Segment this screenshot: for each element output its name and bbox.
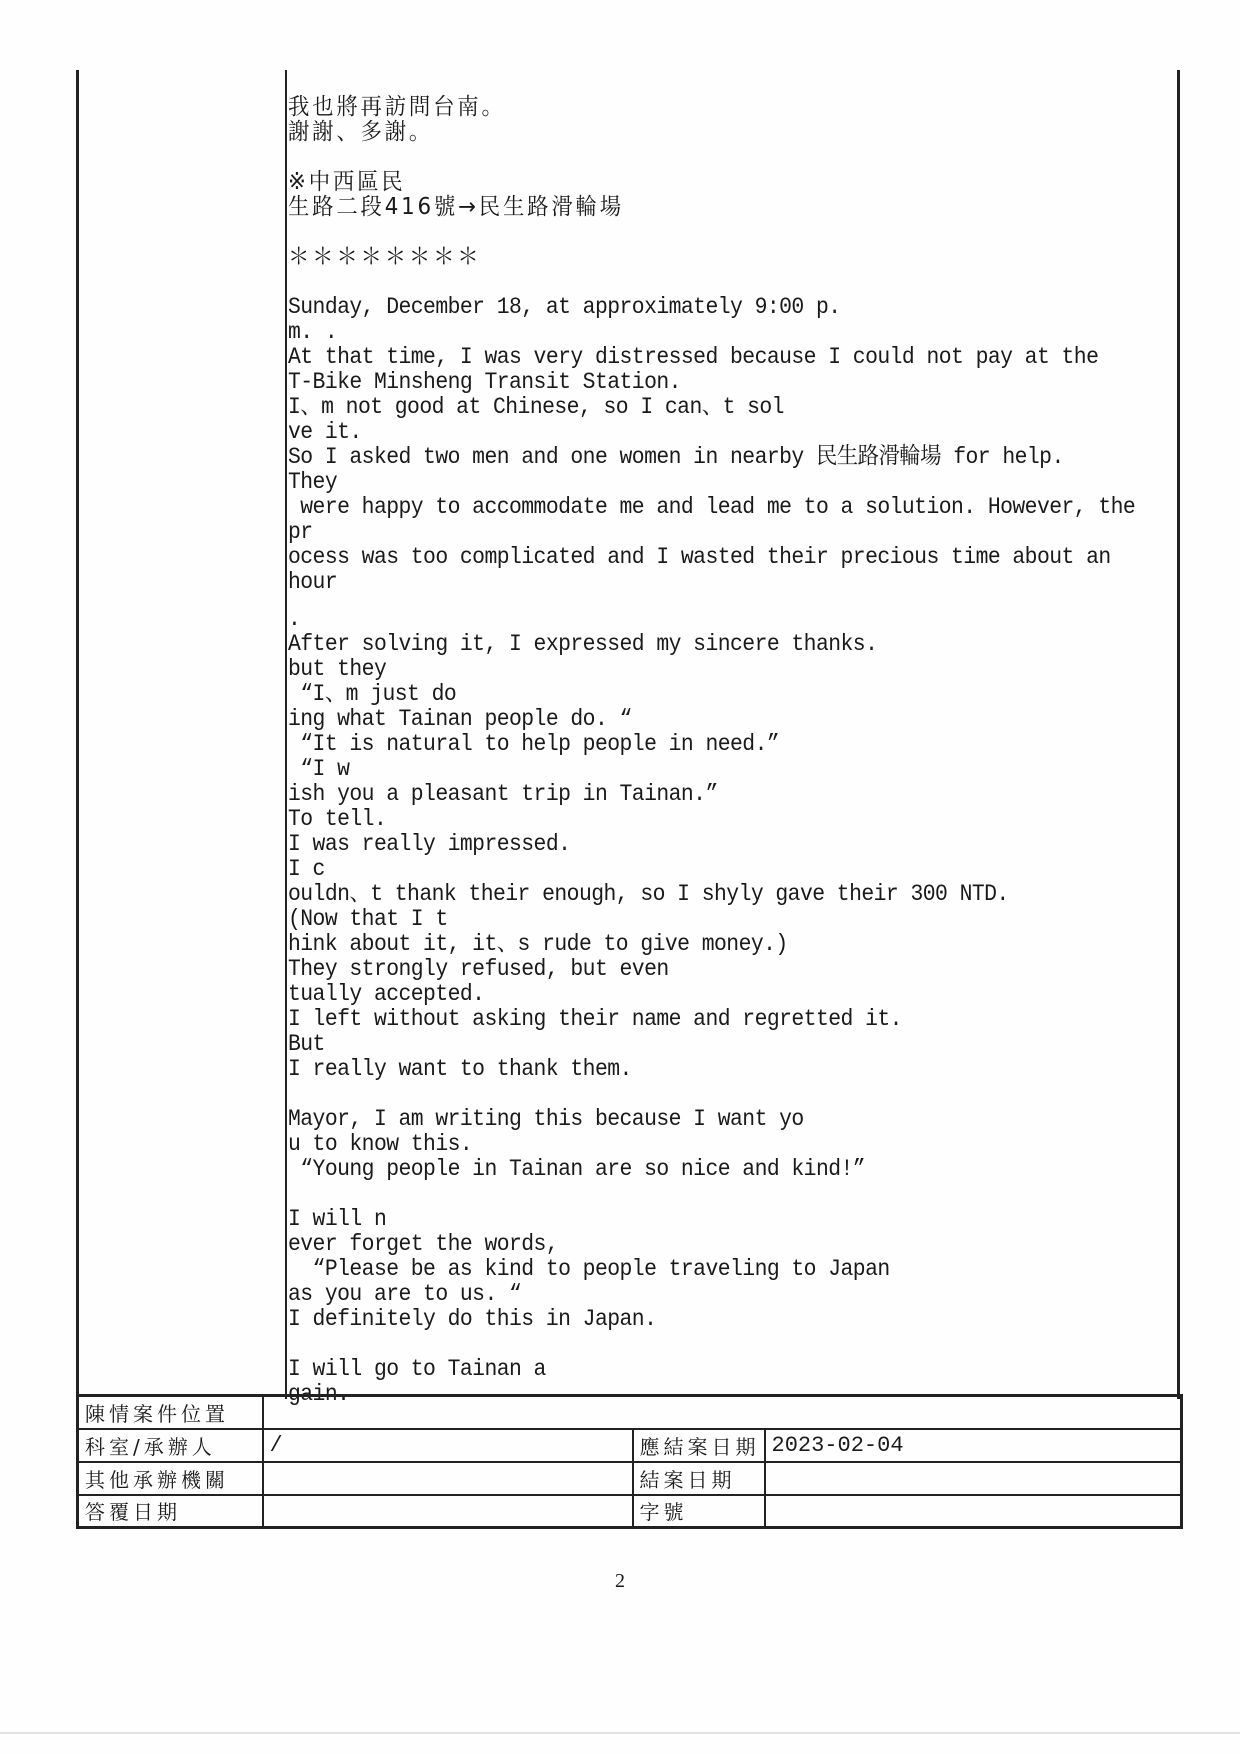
text-line: After solving it, I expressed my sincere thanks.	[288, 631, 878, 657]
text-line: “Please be as kind to people traveling to Japan	[288, 1256, 890, 1282]
text-line: ocess was too complicated and I wasted their precious time about an	[288, 544, 1111, 570]
text-line: (Now that I t	[288, 906, 448, 932]
text-line: I will go to Tainan a	[288, 1356, 546, 1382]
blank-line	[288, 220, 1106, 245]
text-line: m. .	[288, 319, 338, 345]
blank-line	[288, 1182, 1106, 1207]
text-line: T-Bike Minsheng Transit Station.	[288, 369, 681, 395]
case-location-label: 陳情案件位置	[78, 1396, 263, 1429]
text-line: At that time, I was very distressed because I could not pay at the	[288, 344, 1099, 370]
column-divider	[285, 70, 287, 1399]
text-line: So I asked two men and one women in nearby 民生路滑輪場 for help.	[288, 444, 1064, 470]
petition-body-text	[288, 94, 1136, 1407]
text-line: They	[288, 469, 338, 495]
text-line: hink about it, it、s rude to give money.)	[288, 931, 788, 957]
table-row	[78, 1462, 1182, 1495]
text-line: “It is natural to help people in need.”	[288, 731, 780, 757]
text-line: ※中西區民	[288, 169, 406, 195]
closed-date-value	[765, 1462, 1182, 1495]
text-line: were happy to accommodate me and lead me to a solution. However, the	[288, 494, 1136, 520]
text-line: 謝謝、多謝。	[288, 119, 434, 145]
text-line: ve it.	[288, 419, 362, 445]
text-line: But	[288, 1031, 325, 1057]
text-line: ever forget the words,	[288, 1231, 559, 1257]
text-line: I、m not good at Chinese, so I can、t sol	[288, 394, 784, 420]
text-line: They strongly refused, but even	[288, 956, 669, 982]
text-line: tually accepted.	[288, 981, 485, 1007]
text-line: I c	[288, 856, 325, 882]
blank-line	[288, 595, 1106, 607]
closed-date-label: 結案日期	[633, 1462, 765, 1495]
due-date-value: 2023-02-04	[765, 1429, 1182, 1462]
text-line: I was really impressed.	[288, 831, 571, 857]
reply-date-value	[263, 1495, 633, 1528]
text-line: Sunday, December 18, at approximately 9:00 p.	[288, 294, 841, 320]
table-row	[78, 1396, 1182, 1429]
reference-no-value	[765, 1495, 1182, 1528]
text-line: I definitely do this in Japan.	[288, 1306, 657, 1332]
text-line: I really want to thank them.	[288, 1056, 632, 1082]
blank-line	[288, 1082, 1106, 1107]
reply-date-label: 答覆日期	[78, 1495, 263, 1528]
other-agency-label: 其他承辦機關	[78, 1462, 263, 1495]
text-line: pr	[288, 519, 313, 545]
scan-edge-line	[0, 1732, 1240, 1734]
blank-line	[288, 270, 1106, 295]
due-date-label: 應結案日期	[633, 1429, 765, 1462]
text-line: I left without asking their name and regretted it.	[288, 1006, 902, 1032]
text-line: .	[288, 606, 301, 632]
reference-no-label: 字號	[633, 1495, 765, 1528]
text-line: gain.	[288, 1381, 350, 1407]
text-line: as you are to us. “	[288, 1281, 522, 1307]
text-line: ＊＊＊＊＊＊＊＊	[288, 244, 482, 270]
text-line: Mayor, I am writing this because I want yo	[288, 1106, 804, 1132]
case-location-value	[263, 1396, 1182, 1429]
blank-line	[288, 1332, 1106, 1357]
other-agency-value	[263, 1462, 633, 1495]
department-label: 科室/承辦人	[78, 1429, 263, 1462]
department-value: /	[263, 1429, 633, 1462]
text-line: ing what Tainan people do. “	[288, 706, 632, 732]
text-line: u to know this.	[288, 1131, 473, 1157]
text-line: I will n	[288, 1206, 387, 1232]
table-row	[78, 1429, 1182, 1462]
text-line: ish you a pleasant trip in Tainan.”	[288, 781, 718, 807]
case-info-table	[76, 1394, 1183, 1529]
text-line: ouldn、t thank their enough, so I shyly gave their 300 NTD.	[288, 881, 1009, 907]
text-line: To tell.	[288, 806, 387, 832]
text-line: hour	[288, 569, 338, 595]
text-line: 生路二段416號→民生路滑輪場	[288, 194, 624, 220]
text-line: “Young people in Tainan are so nice and kind!”	[288, 1156, 866, 1182]
text-line: “I、m just do	[288, 681, 457, 707]
blank-line	[288, 145, 1106, 170]
text-line: 我也將再訪問台南。	[288, 94, 506, 120]
text-line: but they	[288, 656, 387, 682]
table-row	[78, 1495, 1182, 1528]
text-line: “I w	[288, 756, 350, 782]
page-number: 2	[615, 1570, 625, 1592]
